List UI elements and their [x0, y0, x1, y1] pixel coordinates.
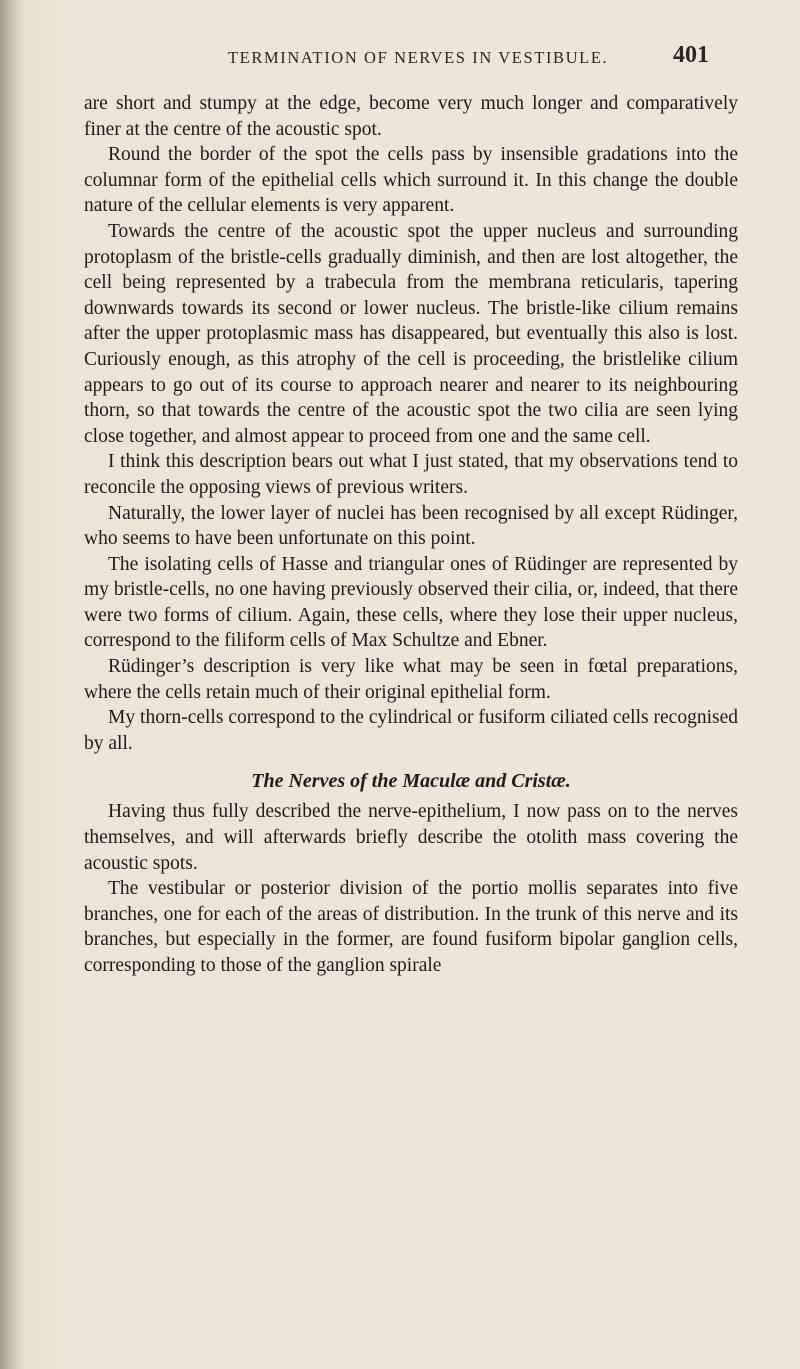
paragraph: The isolating cells of Hasse and triangular ones of Rüdinger are represented by my bristle-cells, no one having previously observed their cilia, or, indeed, that there were two forms of cilium. Again, these cells, where they lose their upper nucleus, correspond to the filiform cells of Max Schultze and Ebner. — [84, 553, 738, 652]
paragraph: The vestibular or posterior division of the portio mollis separates into five branches, one for each of the areas of distribution. In the trunk of this nerve and its branches, but especially in the former, are found fusiform bipolar ganglion cells, corresponding to those of the ganglion spirale — [84, 878, 738, 976]
gutter-shadow — [0, 0, 22, 1369]
section-heading: The Nerves of the Maculæ and Cristæ. — [251, 770, 571, 793]
paragraph: I think this description bears out what I just stated, that my observations tend to reconcile the opposing views of previous writers. — [84, 451, 738, 498]
paragraph: Towards the centre of the acoustic spot the upper nucleus and surrounding protoplasm of the bristle-cells gradually diminish, and then are lost altogether, the cell being represented by a trabecula from the membrana reticularis, tapering downwards towards its second or lower nucleus. The bristle-like cilium remains after the upper protoplasmic mass has disappeared, but eventually this also is lost. Curiously enough, as this atrophy of the cell is proceeding, the bristlelike cilium appears to go out of its course to approach nearer and nearer to its neighbouring thorn, so that towards the centre of the acoustic spot the two cilia are seen lying close together, and almost appear to proceed from one and the same cell. — [84, 220, 738, 447]
running-head: TERMINATION OF NERVES IN VESTIBULE. — [228, 48, 609, 67]
body-text — [84, 91, 738, 979]
paragraph: Naturally, the lower layer of nuclei has been recognised by all except Rüdinger, who seems to have been unfortunate on this point. — [84, 502, 738, 550]
paragraph: Having thus fully described the nerve-epithelium, I now pass on to the nerves themselves, and will afterwards briefly describe the otolith mass covering the acoustic spots. — [84, 801, 738, 874]
paragraph: Rüdinger’s description is very like what may be seen in fœtal preparations, where the cells retain much of their original epithelial form. — [84, 656, 738, 703]
paragraph: Round the border of the spot the cells pass by insensible gradations into the columnar form of the epithelial cells which surround it. In this change the double nature of the cellular elements is very apparent. — [84, 144, 738, 217]
paragraph: My thorn-cells correspond to the cylindrical or fusiform ciliated cells recognised by all. — [84, 707, 738, 754]
page-number: 401 — [673, 42, 709, 68]
page-header — [0, 40, 800, 80]
paragraph-continuation: are short and stumpy at the edge, become very much longer and comparatively finer at the centre of the acoustic spot. — [84, 93, 738, 140]
